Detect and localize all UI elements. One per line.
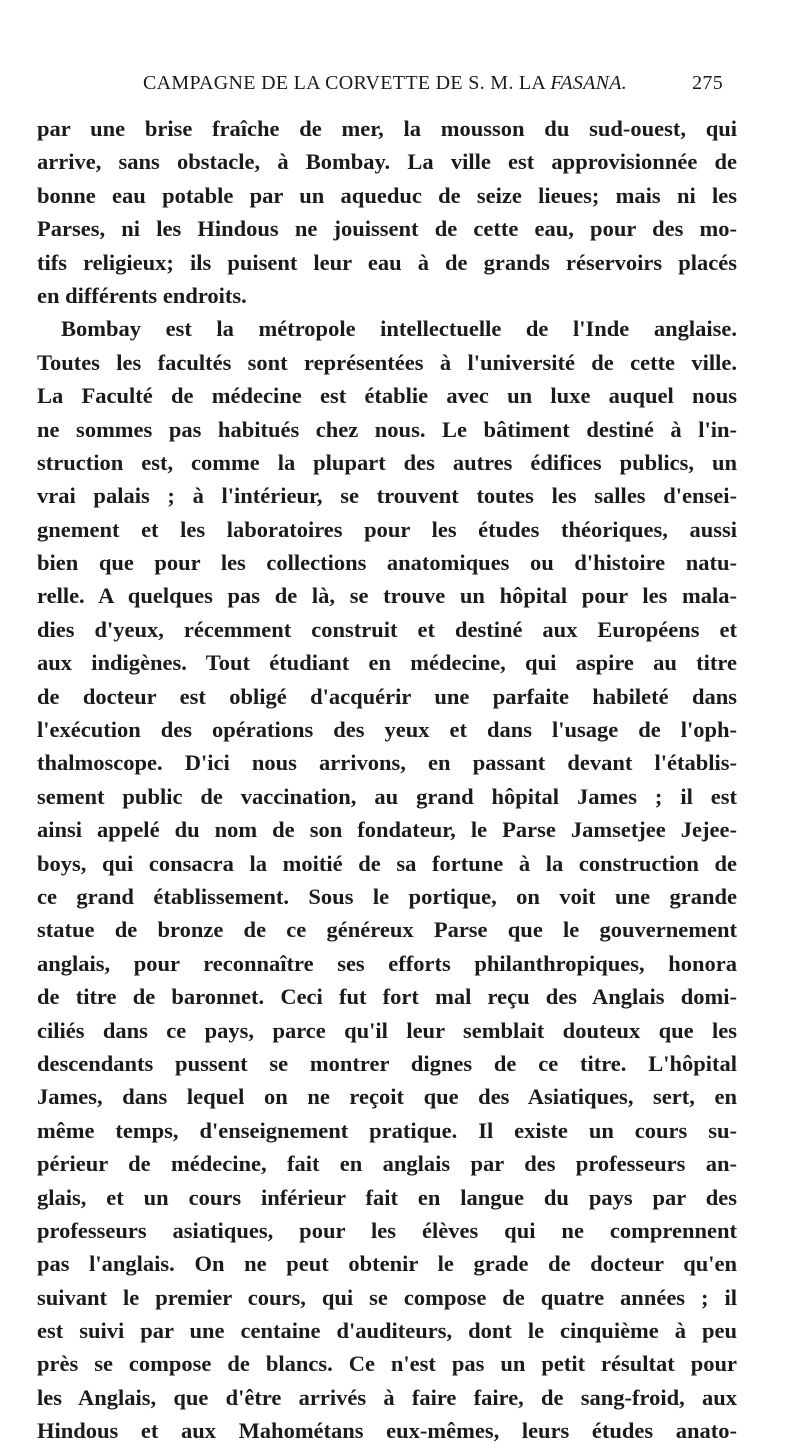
text-line: James, dans lequel on ne reçoit que des Asiatiques, sert, en xyxy=(37,1084,737,1110)
text-line: anglais, pour reconnaître ses efforts philanthropiques, honora xyxy=(37,950,737,976)
text-line: bonne eau potable par un aqueduc de seize lieues; mais ni les xyxy=(37,182,737,208)
text-line: professeurs asiatiques, pour les élèves qui ne comprennent xyxy=(37,1217,737,1243)
text-line: pas l'anglais. On ne peut obtenir le grade de docteur qu'en xyxy=(37,1251,737,1277)
text-line: arrive, sans obstacle, à Bombay. La ville est approvisionnée de xyxy=(37,149,737,175)
text-line: ce grand établissement. Sous le portique, on voit une grande xyxy=(37,883,737,909)
text-line: glais, et un cours inférieur fait en langue du pays par des xyxy=(37,1184,737,1210)
text-line: sement public de vaccination, au grand hôpital James ; il est xyxy=(37,783,737,809)
text-line: dies d'yeux, récemment construit et destiné aux Européens et xyxy=(37,616,737,642)
text-line: thalmoscope. D'ici nous arrivons, en passant devant l'établis- xyxy=(37,750,737,776)
text-line: est suivi par une centaine d'auditeurs, dont le cinquième à peu xyxy=(37,1318,737,1344)
text-line: de docteur est obligé d'acquérir une parfaite habileté dans xyxy=(37,683,737,709)
text-line: les Anglais, que d'être arrivés à faire faire, de sang-froid, aux xyxy=(37,1384,737,1410)
text-line: ne sommes pas habitués chez nous. Le bâtiment destiné à l'in- xyxy=(37,416,737,442)
text-line: gnement et les laboratoires pour les études théoriques, aussi xyxy=(37,516,737,542)
text-line: La Faculté de médecine est établie avec un luxe auquel nous xyxy=(37,383,737,409)
text-line: tifs religieux; ils puisent leur eau à de grands réservoirs placés xyxy=(37,249,737,275)
running-head xyxy=(143,72,723,102)
page-number: 275 xyxy=(692,72,723,94)
text-line: suivant le premier cours, qui se compose de quatre années ; il xyxy=(37,1284,737,1310)
text-line: descendants pussent se montrer dignes de ce titre. L'hôpital xyxy=(37,1050,737,1076)
text-line: bien que pour les collections anatomiques ou d'histoire natu- xyxy=(37,550,737,576)
text-line: même temps, d'enseignement pratique. Il existe un cours su- xyxy=(37,1117,737,1143)
text-line: ainsi appelé du nom de son fondateur, le Parse Jamsetjee Jejee- xyxy=(37,817,737,843)
text-line: de titre de baronnet. Ceci fut fort mal reçu des Anglais domi- xyxy=(37,984,737,1010)
text-line: boys, qui consacra la moitié de sa fortune à la construction de xyxy=(37,850,737,876)
running-head-title xyxy=(143,72,627,95)
text-line: près se compose de blancs. Ce n'est pas un petit résultat pour xyxy=(37,1351,737,1377)
text-line: struction est, comme la plupart des autres édifices publics, un xyxy=(37,449,737,475)
text-line: en différents endroits. xyxy=(37,282,247,308)
running-head-title-prefix: CAMPAGNE DE LA CORVETTE DE S. M. LA xyxy=(143,72,551,94)
text-line: aux indigènes. Tout étudiant en médecine, qui aspire au titre xyxy=(37,650,737,676)
text-line: périeur de médecine, fait en anglais par des professeurs an- xyxy=(37,1151,737,1177)
text-line: Parses, ni les Hindous ne jouissent de cette eau, pour des mo- xyxy=(37,216,737,242)
text-line: Toutes les facultés sont représentées à l'université de cette ville. xyxy=(37,349,737,375)
text-line: ciliés dans ce pays, parce qu'il leur semblait douteux que les xyxy=(37,1017,737,1043)
body-text xyxy=(37,112,737,1448)
text-line: statue de bronze de ce généreux Parse que le gouvernement xyxy=(37,917,737,943)
text-line: Bombay est la métropole intellectuelle de l'Inde anglaise. xyxy=(61,316,737,342)
text-line: vrai palais ; à l'intérieur, se trouvent toutes les salles d'ensei- xyxy=(37,483,737,509)
text-line: l'exécution des opérations des yeux et dans l'usage de l'oph- xyxy=(37,717,737,743)
text-line: relle. A quelques pas de là, se trouve un hôpital pour les mala- xyxy=(37,583,737,609)
text-line: Hindous et aux Mahométans eux-mêmes, leurs études anato- xyxy=(37,1418,737,1444)
running-head-ship-name: FASANA. xyxy=(550,72,628,94)
text-line: par une brise fraîche de mer, la mousson du sud-ouest, qui xyxy=(37,116,737,141)
